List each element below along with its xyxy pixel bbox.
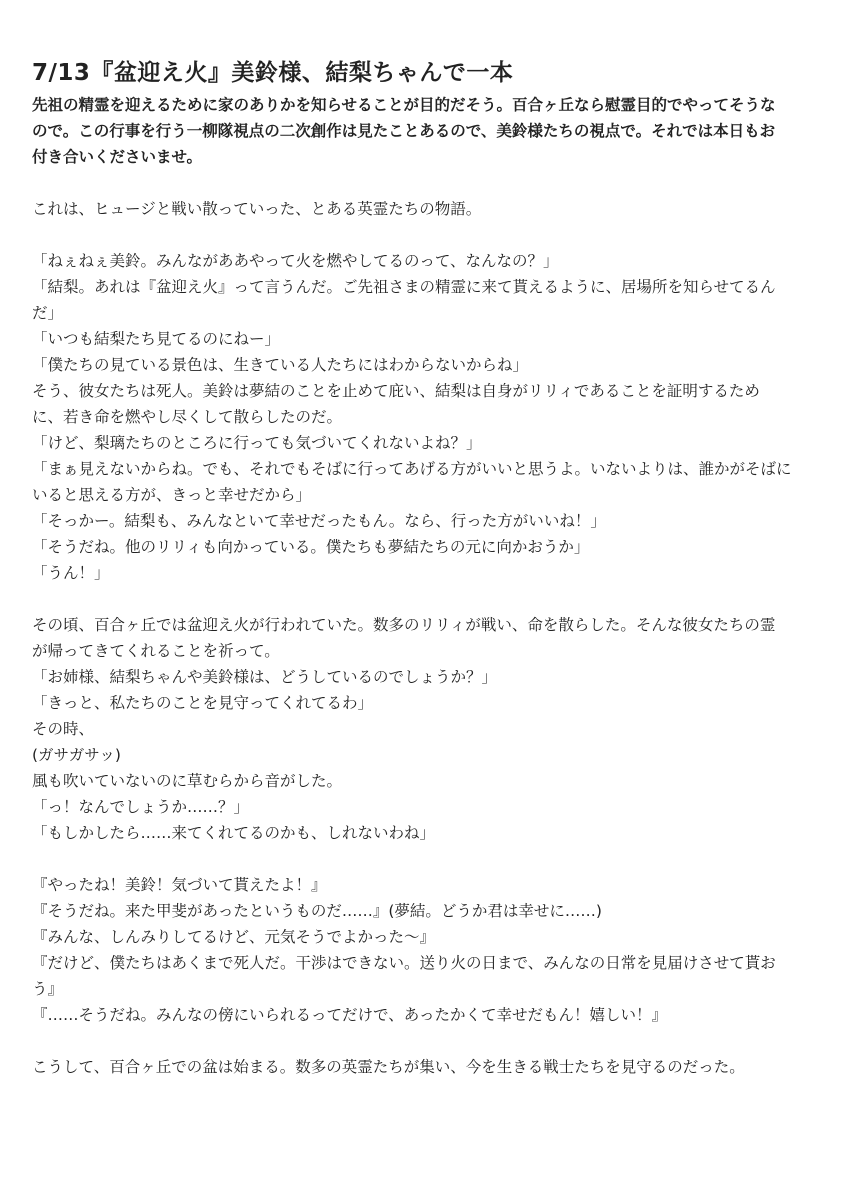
- intro-line: ので。この行事を行う一柳隊視点の二次創作は見たことあるので、美鈴様たちの視点で。それでは本日もお: [32, 122, 776, 140]
- story-line: 「うん！」: [32, 564, 110, 582]
- story-line: 「そっかー。結梨も、みんなといて幸せだったもん。なら、行った方がいいね！」: [32, 512, 606, 530]
- story-line: う』: [32, 980, 64, 998]
- story-line: 『そうだね。来た甲斐があったというものだ……』(夢結。どうか君は幸せに……): [32, 902, 602, 920]
- story-line: 『だけど、僕たちはあくまで死人だ。干渉はできない。送り火の日まで、みんなの日常を見届けさせて貰お: [32, 954, 776, 972]
- story-line: これは、ヒュージと戦い散っていった、とある英霊たちの物語。: [32, 200, 482, 218]
- story-line: 「まぁ見えないからね。でも、それでもそばに行ってあげる方がいいと思うよ。いないよりは、誰かがそばに: [32, 460, 792, 478]
- document-title: 7/13『盆迎え火』美鈴様、結梨ちゃんで一本: [32, 60, 514, 86]
- story-line: 「きっと、私たちのことを見守ってくれてるわ」: [32, 694, 374, 712]
- story-line: 「もしかしたら……来てくれてるのかも、しれないわね」: [32, 824, 436, 842]
- story-line: そう、彼女たちは死人。美鈴は夢結のことを止めて庇い、結梨は自身がリリィであることを証明するため: [32, 382, 760, 400]
- intro-line: 先祖の精霊を迎えるために家のありかを知らせることが目的だそう。百合ヶ丘なら慰霊目的でやってそうな: [32, 96, 776, 114]
- story-line: いると思える方が、きっと幸せだから」: [32, 486, 312, 504]
- intro-line: 付き合いくださいませ。: [32, 148, 203, 166]
- blank-line: [32, 846, 822, 872]
- story-line: 「ねぇねぇ美鈴。みんながああやって火を燃やしてるのって、なんなの？」: [32, 252, 559, 270]
- story-line: 「僕たちの見ている景色は、生きている人たちにはわからないからね」: [32, 356, 529, 374]
- blank-line: [32, 222, 822, 248]
- story-line: その頃、百合ヶ丘では盆迎え火が行われていた。数多のリリィが戦い、命を散らした。そんな彼女たちの霊: [32, 616, 776, 634]
- story-line: その時、: [32, 720, 95, 738]
- story-line: 「けど、梨璃たちのところに行っても気づいてくれないよね？」: [32, 434, 482, 452]
- story-line: に、若き命を燃やし尽くして散らしたのだ。: [32, 408, 343, 426]
- blank-line: [32, 170, 822, 196]
- story-line: こうして、百合ヶ丘での盆は始まる。数多の英霊たちが集い、今を生きる戦士たちを見守るのだった。: [32, 1058, 745, 1076]
- story-line: (ガサガサッ): [32, 746, 121, 764]
- story-line: 『……そうだね。みんなの傍にいられるってだけで、あったかくて幸せだもん！嬉しい！』: [32, 1006, 668, 1024]
- blank-line: [32, 586, 822, 612]
- story-line: 風も吹いていないのに草むらから音がした。: [32, 772, 343, 790]
- story-line: 「そうだね。他のリリィも向かっている。僕たちも夢結たちの元に向かおうか」: [32, 538, 590, 556]
- story-line: 「いつも結梨たち見てるのにねー」: [32, 330, 281, 348]
- document-page: [32, 56, 822, 1080]
- story-line: だ」: [32, 304, 64, 322]
- story-line: 「結梨。あれは『盆迎え火』って言うんだ。ご先祖さまの精霊に来て貰えるように、居場所を知らせてるん: [32, 278, 776, 296]
- story-line: 「お姉様、結梨ちゃんや美鈴様は、どうしているのでしょうか？」: [32, 668, 498, 686]
- story-line: 「っ！なんでしょうか……？」: [32, 798, 250, 816]
- intro-paragraph: [32, 92, 822, 170]
- story-body: [32, 170, 822, 1080]
- story-line: が帰ってきてくれることを祈って。: [32, 642, 280, 660]
- blank-line: [32, 1028, 822, 1054]
- story-line: 『みんな、しんみりしてるけど、元気そうでよかった〜』: [32, 928, 436, 946]
- story-line: 『やったね！美鈴！気づいて貰えたよ！』: [32, 876, 327, 894]
